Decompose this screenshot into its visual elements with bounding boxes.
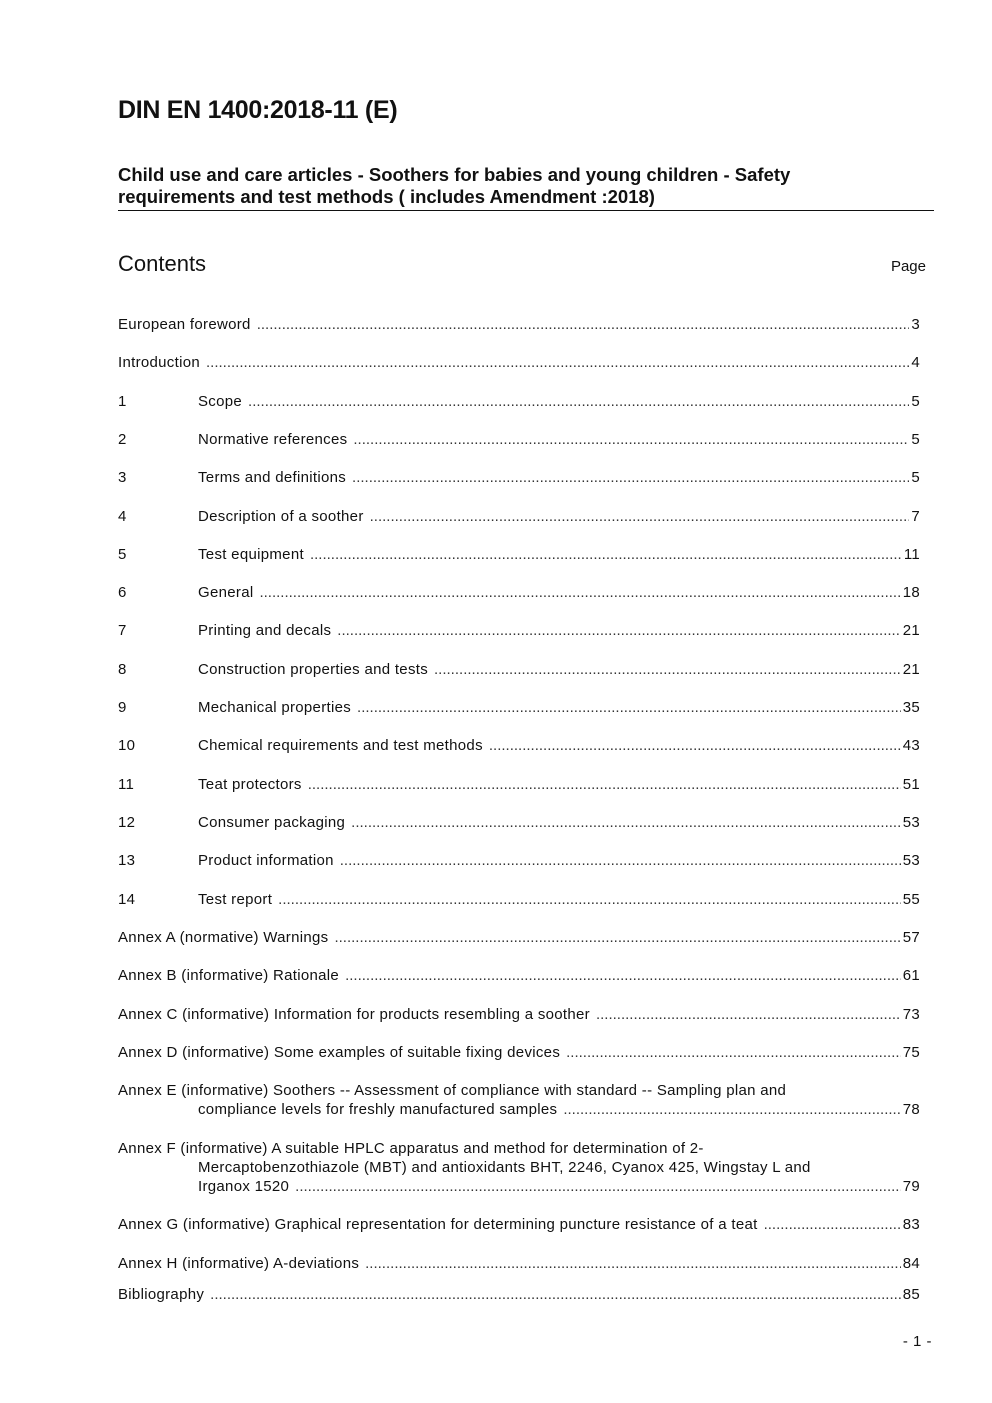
toc-entry-title: Mechanical properties [198,699,352,716]
toc-dot-leader [206,353,909,372]
toc-dot-leader [434,660,901,679]
document-id: DIN EN 1400:2018-11 (E) [118,96,398,124]
toc-entry-title: Construction properties and tests [198,661,429,678]
toc-entry-line [118,928,920,947]
toc-entry-page: 55 [902,891,920,908]
toc-entry-title: Test report [198,891,273,908]
toc-entry-page: 35 [902,699,920,716]
toc-entry[interactable] [118,775,920,794]
toc-entry-number: 1 [118,393,127,410]
toc-entry-title: Consumer packaging [198,814,346,831]
toc-entry-number: 7 [118,622,127,639]
toc-entry[interactable] [118,353,920,372]
toc-entry-number: 9 [118,699,127,716]
toc-entry-page: 53 [902,852,920,869]
toc-dot-leader [351,813,901,832]
toc-entry-line [118,392,920,411]
toc-dot-leader [278,890,901,909]
toc-dot-leader [563,1100,900,1119]
document-title-line-1: Child use and care articles - Soothers for babies and young children - Safety [118,164,791,185]
toc-entry-line [118,890,920,909]
toc-entry-title: Normative references [198,431,348,448]
toc-entry-title: Bibliography [118,1286,205,1303]
toc-entry-number: 8 [118,661,127,678]
toc-dot-leader [334,928,900,947]
toc-dot-leader [353,430,909,449]
toc-dot-leader [210,1285,901,1304]
toc-entry-line [118,621,920,640]
toc-entry-page: 18 [902,584,920,601]
toc-entry[interactable] [118,928,920,947]
toc-entry-title: Introduction [118,354,200,371]
toc-entry-number: 10 [118,737,136,754]
toc-entry-page: 5 [911,393,920,410]
toc-entry-page: 85 [902,1286,920,1303]
toc-entry[interactable] [118,1254,920,1273]
toc-dot-leader [345,966,901,985]
toc-entry-title: Annex C (informative) Information for products resembling a soother [118,1006,590,1023]
toc-entry[interactable] [118,315,920,334]
toc-entry[interactable] [118,1285,920,1304]
toc-dot-leader [340,851,901,870]
toc-dot-leader [259,583,900,602]
toc-entry-title: Scope [198,393,243,410]
toc-entry-line [118,1158,920,1177]
toc-dot-leader [310,545,902,564]
title-underline [118,210,934,211]
toc-entry-title: Product information [198,852,334,869]
toc-dot-leader [357,698,901,717]
toc-entry-number: 5 [118,546,127,563]
document-title-line-2: requirements and test methods ( includes Amendment :2018) [118,186,655,207]
toc-dot-leader [489,736,901,755]
toc-entry-page: 21 [902,661,920,678]
toc-dot-leader [248,392,909,411]
toc-entry-number: 4 [118,508,127,525]
toc-entry-line [118,775,920,794]
toc-dot-leader [295,1177,901,1196]
toc-entry[interactable] [118,545,920,564]
toc-entry[interactable] [118,966,920,985]
toc-entry-page: 75 [902,1044,920,1061]
toc-entry[interactable] [118,736,920,755]
toc-entry-page: 5 [911,431,920,448]
toc-entry-line [118,736,920,755]
toc-entry[interactable] [118,890,920,909]
toc-entry[interactable] [118,1081,920,1119]
toc-dot-leader [308,775,901,794]
toc-entry-title: Description of a soother [198,508,364,525]
toc-entry-number: 13 [118,852,136,869]
toc-entry-title: Annex B (informative) Rationale [118,967,340,984]
toc-entry[interactable] [118,660,920,679]
toc-entry-line [118,660,920,679]
toc-entry-title: Annex E (informative) Soothers -- Assessment of compliance with standard -- Sampling plan and [118,1082,787,1099]
toc-entry-line [118,813,920,832]
toc-entry-page: 78 [902,1101,920,1118]
toc-entry-title: Printing and decals [198,622,332,639]
toc-entry-line [118,1177,920,1196]
toc-dot-leader [596,1005,901,1024]
toc-entry-title: General [198,584,254,601]
toc-entry-line [118,430,920,449]
toc-entry-line [118,1043,920,1062]
toc-entry[interactable] [118,1005,920,1024]
toc-entry-page: 79 [902,1178,920,1195]
toc-entry-number: 2 [118,431,127,448]
toc-entry[interactable] [118,1043,920,1062]
toc-entry-page: 11 [903,546,920,563]
toc-entry-line [118,1100,920,1119]
toc-entry-title: Annex A (normative) Warnings [118,929,329,946]
toc-entry-title: Mercaptobenzothiazole (MBT) and antioxidants BHT, 2246, Cyanox 425, Wingstay L and [198,1159,811,1176]
toc-entry-number: 14 [118,891,136,908]
toc-entry[interactable] [118,813,920,832]
toc-entry-page: 61 [902,967,920,984]
toc-entry-line [118,1005,920,1024]
toc-entry[interactable] [118,392,920,411]
toc-entry-line [118,583,920,602]
toc-entry-title: Terms and definitions [198,469,347,486]
toc-dot-leader [566,1043,901,1062]
toc-entry-line [118,966,920,985]
toc-entry-line [118,1254,920,1273]
toc-entry-title: Annex H (informative) A-deviations [118,1255,360,1272]
toc-entry-number: 11 [118,776,135,793]
toc-entry-page: 3 [911,316,920,333]
toc-entry-title: Annex F (informative) A suitable HPLC apparatus and method for determination of 2- [118,1140,704,1157]
toc-entry-page: 83 [902,1216,920,1233]
toc-entry-page: 4 [911,354,920,371]
toc-entry-line [118,851,920,870]
toc-entry-line [118,507,920,526]
toc-entry[interactable] [118,468,920,487]
toc-entry-title: European foreword [118,316,251,333]
toc-entry-title: Annex G (informative) Graphical representation for determining puncture resistance of a teat [118,1216,758,1233]
contents-heading: Contents [118,251,207,276]
toc-entry[interactable] [118,507,920,526]
toc-entry-line [118,468,920,487]
toc-entry-page: 21 [902,622,920,639]
toc-entry-number: 3 [118,469,127,486]
toc-entry-line [118,1139,920,1158]
toc-entry[interactable] [118,1139,920,1196]
toc-entry-title: compliance levels for freshly manufactured samples [198,1101,558,1118]
toc-entry-line [118,1285,920,1304]
toc-dot-leader [365,1254,901,1273]
page-number: - 1 - [902,1333,932,1350]
toc-entry-page: 7 [911,508,920,525]
toc-entry-title: Annex D (informative) Some examples of suitable fixing devices [118,1044,561,1061]
document-title [118,164,934,208]
toc-entry-page: 51 [902,776,920,793]
toc-entry[interactable] [118,621,920,640]
toc-entry-page: 57 [902,929,920,946]
toc-entry-title: Chemical requirements and test methods [198,737,483,754]
toc-entry-line [118,1215,920,1234]
toc-entry-line [118,698,920,717]
toc-dot-leader [370,507,910,526]
toc-entry-page: 43 [902,737,920,754]
toc-entry-page: 5 [911,469,920,486]
toc-entry-title: Test equipment [198,546,304,563]
toc-entry-line [118,315,920,334]
toc-entry[interactable] [118,1215,920,1234]
toc-entry-number: 12 [118,814,136,831]
page-column-heading: Page [890,258,926,275]
toc-entry-line [118,545,920,564]
toc-entry-page: 53 [902,814,920,831]
toc-entry-line [118,1081,920,1100]
toc-entry-page: 84 [902,1255,920,1272]
toc-entry-title: Teat protectors [198,776,302,793]
toc-entry-title: Irganox 1520 [198,1178,290,1195]
toc-dot-leader [764,1215,901,1234]
toc-dot-leader [337,621,900,640]
toc-entry-page: 73 [902,1006,920,1023]
toc-entry[interactable] [118,851,920,870]
toc-entry-line [118,353,920,372]
toc-entry-number: 6 [118,584,127,601]
toc-dot-leader [352,468,909,487]
toc-entry[interactable] [118,583,920,602]
toc-entry[interactable] [118,698,920,717]
toc-entry[interactable] [118,430,920,449]
toc-dot-leader [257,315,910,334]
